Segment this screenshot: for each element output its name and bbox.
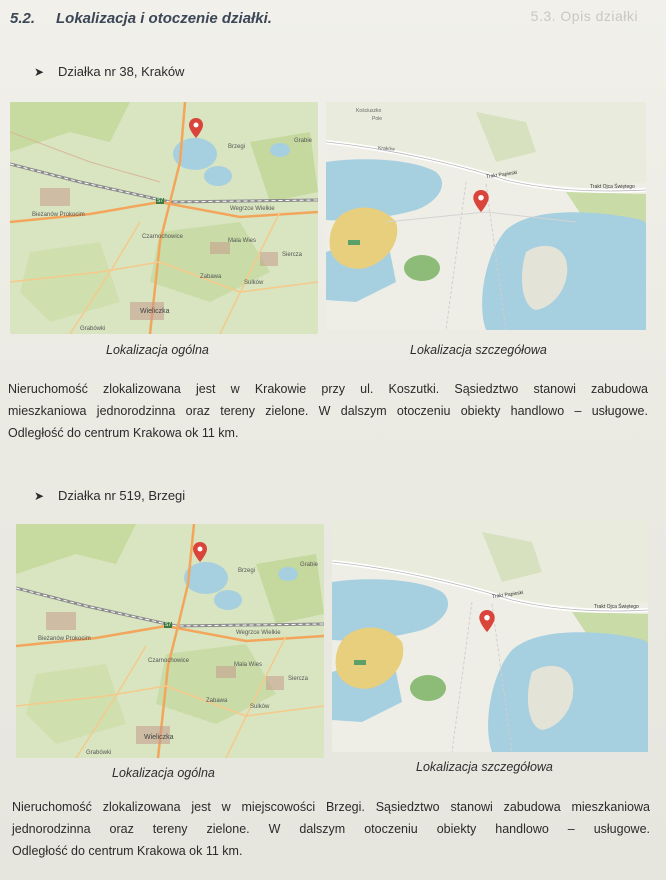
map-pin-icon (473, 190, 489, 212)
map-label-zabawa: Zabawa (206, 698, 228, 704)
map-label-grabowki: Grabówki (80, 326, 106, 332)
map-label-czarnochowice: Czarnochowice (142, 234, 184, 240)
plot-heading-text: Działka nr 38, Kraków (58, 64, 185, 79)
arrow-bullet-icon: ➤ (34, 65, 45, 79)
map-label-biezanow: Bieżanów Prokocim (32, 212, 85, 218)
caption-detailed: Lokalizacja szczegółowa (416, 760, 553, 774)
map-label-kosciuszko: Kościuszko (356, 108, 382, 114)
map-label-s7: S7 (157, 198, 164, 204)
map-pin-icon (189, 118, 203, 138)
description-line: mieszkaniowa jednorodzinna oraz tereny zielone. W dalszym otoczeniu obiekty handlowo – usługowe. (8, 404, 648, 418)
section-title: Lokalizacja i otoczenie działki. (56, 10, 272, 27)
arrow-bullet-icon: ➤ (34, 489, 45, 503)
plot-heading-text: Działka nr 519, Brzegi (58, 488, 186, 503)
plot-description (8, 378, 648, 444)
plot-heading (34, 64, 184, 79)
map-label-wieliczka: Wieliczka (144, 734, 174, 741)
map-label-s7: S7 (165, 622, 172, 628)
description-line: Nieruchomość zlokalizowana jest w Krakowie przy ul. Koszutki. Sąsiedztwo stanowi zabudowa (8, 382, 648, 396)
map-label-zabawa: Zabawa (200, 274, 222, 280)
map-label-wegrzce: Wegrzce Wielkie (236, 630, 281, 636)
map-label-siercza: Siercza (288, 676, 309, 682)
general-location-map (16, 524, 324, 758)
map-label-grabie: Grabie (300, 562, 319, 568)
map-label-wegrzce: Wegrzce Wielkie (230, 206, 275, 212)
description-line: Odległość do centrum Krakowa ok 11 km. (8, 426, 239, 440)
plot-description (12, 796, 650, 862)
section-heading (10, 10, 272, 27)
map-label-trakt-ojca: Trakt Ojca Świętego (590, 184, 635, 190)
section-number: 5.2. (10, 10, 36, 27)
description-line: Odległość do centrum Krakowa ok 11 km. (12, 844, 243, 858)
map-label-mala-wies: Mala Wies (228, 238, 257, 244)
bleed-through-heading: 5.3. Opis działki (530, 8, 638, 24)
map-pin-icon (193, 542, 207, 562)
caption-general: Lokalizacja ogólna (106, 343, 209, 357)
map-label-biezanow: Bieżanów Prokocim (38, 636, 91, 642)
general-location-map (10, 102, 318, 334)
caption-detailed: Lokalizacja szczegółowa (410, 343, 547, 357)
map-label-siercza: Siercza (282, 252, 303, 258)
map-label-mala-wies: Mala Wies (234, 662, 263, 668)
map-label-trakt-ojca: Trakt Ojca Świętego (594, 604, 639, 610)
map-label-wieliczka: Wieliczka (140, 308, 170, 315)
detailed-location-map (326, 102, 646, 330)
map-label-trakt-papieski: Trakt Papieski (485, 169, 518, 181)
plot-heading (34, 488, 185, 503)
caption-general: Lokalizacja ogólna (112, 766, 215, 780)
map-label-czarnochowice: Czarnochowice (148, 658, 190, 664)
map-label-grabowki: Grabówki (86, 750, 112, 756)
detailed-location-map (332, 520, 648, 752)
map-label-krakow: Kraków (377, 145, 395, 153)
map-label-brzegi: Brzegi (238, 568, 256, 574)
map-label-sulkow: Sulków (244, 280, 264, 286)
map-label-trakt-papieski: Trakt Papieski (491, 589, 524, 601)
map-label-pole: Pole (372, 116, 383, 122)
description-line: Nieruchomość zlokalizowana jest w miejscowości Brzegi. Sąsiedztwo stanowi zabudowa mieszkaniowa (12, 800, 650, 814)
description-line: jednorodzinna oraz tereny zielone. W dalszym otoczeniu obiekty handlowo – usługowe. (12, 822, 650, 836)
map-label-brzegi: Brzegi (228, 144, 246, 150)
map-label-sulkow: Sulków (250, 704, 270, 710)
map-label-grabie: Grabie (294, 138, 313, 144)
map-pin-icon (479, 610, 495, 632)
